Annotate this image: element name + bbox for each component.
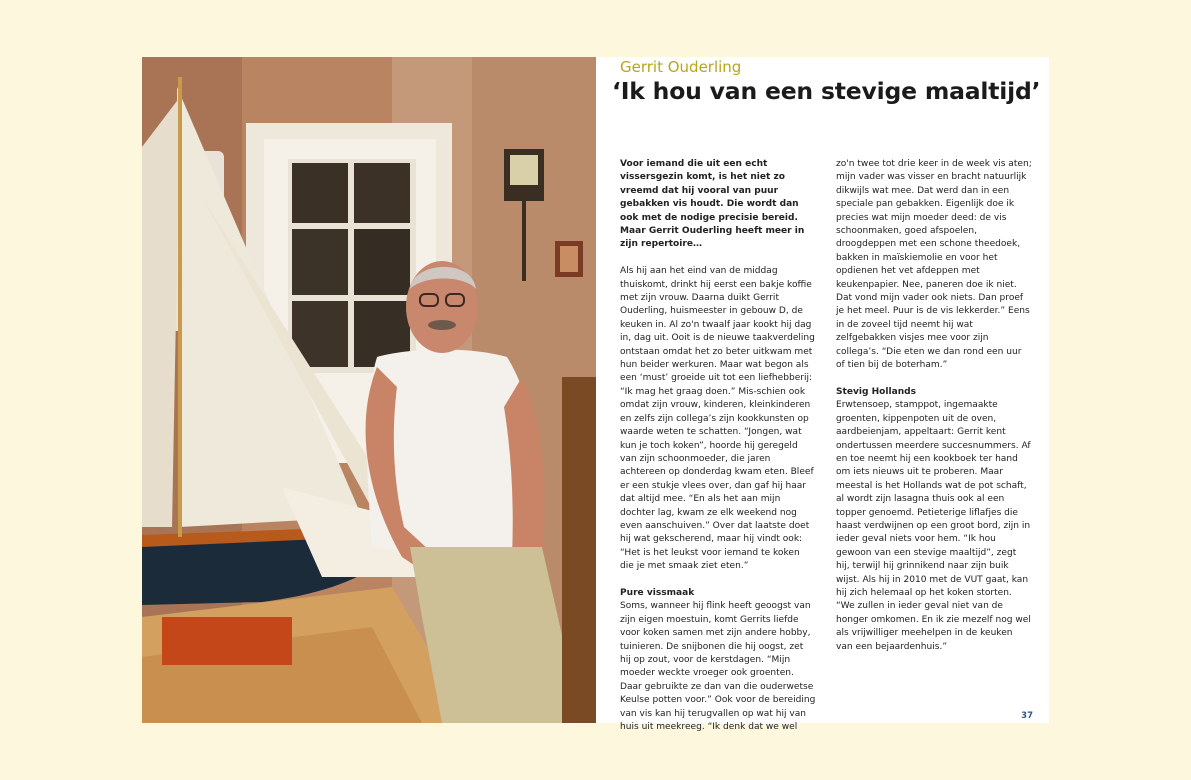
article-page [596, 57, 1049, 733]
article-headline: ‘Ik hou van een stevige maaltijd’ [612, 77, 1041, 105]
intro-paragraph: Voor iemand die uit een echt vissersgezin komt, is het niet zo vreemd dat hij vooral van puur gebakken vis houdt. Die wordt dan ook met de nodige precisie bereid. Maar Gerrit Ouderling heeft meer in zijn repertoire… [620, 159, 805, 250]
subheading: Stevig Hollands [836, 386, 916, 397]
article-kicker: Gerrit Ouderling [620, 58, 742, 76]
body-paragraph: Erwtensoep, stamppot, ingemaakte groenten, kippenpoten uit de oven, aardbeienjam, appeltaart: Gerrit kent ondertussen meerdere succesnummers. Af en toe neemt hij een kookboek ter hand om iets nieuws uit te proberen. Maar meestal is het Hollands wat de pot schaft, al wordt zijn lasagna thuis ook al een topper genoemd. Petieterige liflafjes die haast verdwijnen op een groot bord, zijn in ieder geval niets voor hem. “Ik hou gewoon van een stevige maaltijd”, zegt hij, terwijl hij grinnikend naar zijn buik wijst. Als hij in 2010 met de VUT gaat, kan hij zich helemaal op het koken storten. “We zullen in ieder geval niet van de honger omkomen. En ik zie mezelf nog wel als vrijwilliger meehelpen in de keuken van een bejaardenhuis.” [836, 400, 1031, 652]
text-column-left [620, 158, 816, 734]
body-paragraph: zo'n twee tot drie keer in de week vis aten; mijn vader was visser en bracht natuurlijk dikwijls wat mee. Dat werd dan in een speciale pan gebakken. Eigenlijk doe ik precies wat mijn moeder deed: de vis schoonmaken, goed afspoelen, droogdeppen met een schone theedoek, bakken in maïskiemolie en voor het opdienen het vet afdeppen met keukenpapier. Nee, paneren doe ik niet. Dat vond mijn vader ook niets. Dan proef je het meel. Puur is de vis lekkerder.” Eens in de zoveel tijd neemt hij wat zelfgebakken visjes mee voor zijn collega’s. “Die eten we dan rond een uur of tien bij de boterham.” [836, 159, 1032, 371]
body-paragraph: Soms, wanneer hij flink heeft geoogst van zijn eigen moestuin, komt Gerrits liefde voor koken samen met zijn andere hobby, tuinieren. De snijbonen die hij oogst, zet hij op zout, voor de kerstdagen. “Mijn moeder weckte vroeger ook groenten. Daar gebruikte ze dan van die ouderwetse Keulse potten voor.” Ook voor de bereiding van vis kan hij terugvallen op wat hij van huis uit meekreeg. “Ik denk dat we wel [620, 601, 816, 733]
page-number: 37 [1021, 711, 1033, 721]
text-column-right [836, 158, 1032, 654]
subheading: Pure vissmaak [620, 587, 695, 598]
body-paragraph: Als hij aan het eind van de middag thuiskomt, drinkt hij eerst een bakje koffie met zijn vrouw. Daarna duikt Gerrit Ouderling, huismeester in gebouw D, de keuken in. Al zo'n twaalf jaar kookt hij dag in, dag uit. Ooit is de nieuwe taakverdeling ontstaan omdat het zo beter uitkwam met hun beider werkuren. Maar wat begon als een ‘must’ groeide uit tot een liefhebberij: “Ik mag het graag doen.” Mis-schien ook omdat zijn vrouw, kinderen, kleinkinderen en zelfs zijn collega’s zijn kookkunsten op waarde weten te schatten. “Jongen, wat kun je toch koken”, hoorde hij geregeld van zijn schoonmoeder, die jaren achtereen op donderdag kwam eten. Bleef er een stukje vlees over, dan gaf hij haar dat altijd mee. “En als het aan mijn dochter lag, kwam ze elk weekend nog even aanschuiven.” Over dat laatste doet hij wat gekscherend, maar hij vindt ook: “Het is het leukst voor iemand te koken die je met smaak ziet eten.” [620, 266, 815, 572]
portrait-photo [142, 57, 596, 723]
